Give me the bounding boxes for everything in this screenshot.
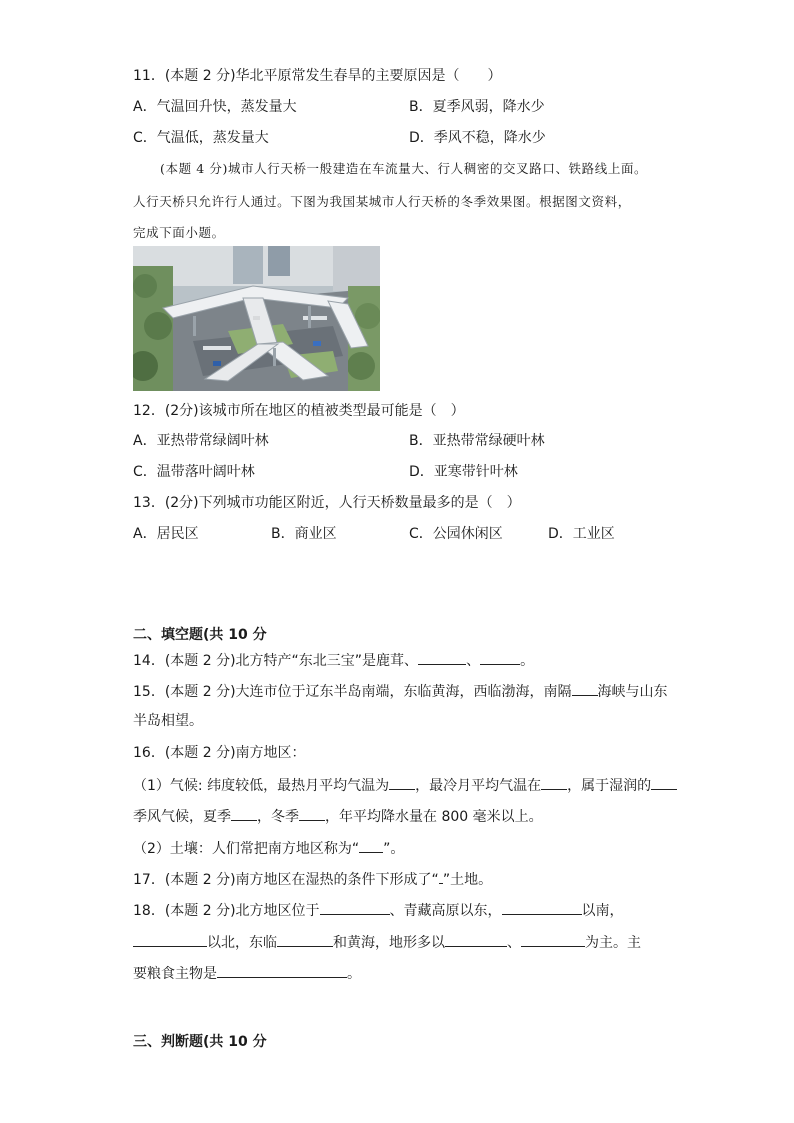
section-judgment-title: 三、判断题(共 10 分 xyxy=(133,1034,267,1050)
q14-line xyxy=(133,650,534,670)
q18-blank-1[interactable] xyxy=(320,900,390,915)
q11-option-b: B．夏季风弱，降水少 xyxy=(409,99,545,115)
q12-stem: 12．(2分)该城市所在地区的植被类型最可能是（ ） xyxy=(133,403,465,419)
q11-option-c: C．气温低，蒸发量大 xyxy=(133,130,269,146)
q16-blank-3[interactable] xyxy=(651,775,677,790)
q16-blank-6[interactable] xyxy=(359,838,383,853)
overpass-photo xyxy=(133,246,380,391)
q14-blank-1[interactable] xyxy=(418,650,466,665)
q12-option-b: B．亚热带常绿硬叶林 xyxy=(409,433,545,449)
material-line-2: 人行天桥只允许行人通过。下图为我国某城市人行天桥的冬季效果图。根据图文资料， xyxy=(133,194,631,209)
q11-option-a: A．气温回升快，蒸发量大 xyxy=(133,99,297,115)
q12-option-a: A．亚热带常绿阔叶林 xyxy=(133,433,269,449)
q16-text-3: ，属于湿润的 xyxy=(567,778,652,794)
q18-line-2 xyxy=(133,932,641,952)
q11-stem: 11．(本题 2 分)华北平原常发生春旱的主要原因是（ ） xyxy=(133,68,502,84)
q16-stem: 16．(本题 2 分)南方地区： xyxy=(133,745,306,761)
q16-text-6: ，年平均降水量在 800 毫米以上。 xyxy=(325,809,543,825)
q15-text-1: 15．(本题 2 分)大连市位于辽东半岛南端，东临黄海，西临渤海，南隔 xyxy=(133,684,572,700)
q17-line xyxy=(133,869,492,889)
q18-text-6: 、 xyxy=(507,935,521,951)
q16-blank-4[interactable] xyxy=(231,806,257,821)
material-line-3: 完成下面小题。 xyxy=(133,225,225,240)
q13-option-a: A．居民区 xyxy=(133,526,199,542)
q16-text-2: ，最冷月平均气温在 xyxy=(415,778,542,794)
section-fill-blank-title: 二、填空题(共 10 分 xyxy=(133,627,267,643)
q14-text-3: 。 xyxy=(520,653,535,669)
q14-blank-2[interactable] xyxy=(480,650,520,665)
q16-text-4: 季风气候，夏季 xyxy=(133,809,231,825)
q18-blank-5[interactable] xyxy=(445,932,507,947)
q18-blank-6[interactable] xyxy=(521,932,585,947)
q16-text-1: （1）气候: 纬度较低，最热月平均气温为 xyxy=(133,778,390,794)
q12-option-d: D．亚寒带针叶林 xyxy=(409,464,518,480)
q16-blank-2[interactable] xyxy=(541,775,567,790)
overpass-illustration xyxy=(133,246,380,391)
q18-text-9: 。 xyxy=(347,966,361,982)
q13-option-d: D．工业区 xyxy=(548,526,615,542)
q13-option-b: B．商业区 xyxy=(271,526,337,542)
q18-text-5: 和黄海，地形多以 xyxy=(333,935,445,951)
q18-line-1 xyxy=(133,900,624,920)
q15-blank-1[interactable] xyxy=(572,681,598,696)
q16-line-3 xyxy=(133,838,404,858)
q14-text-1: 14．(本题 2 分)北方特产“东北三宝”是鹿茸、 xyxy=(133,653,419,669)
q18-text-1: 18．(本题 2 分)北方地区位于 xyxy=(133,903,320,919)
q11-option-d: D．季风不稳，降水少 xyxy=(409,130,546,146)
q15-text-2: 海峡与山东 xyxy=(597,684,668,700)
q16-line-2 xyxy=(133,806,543,826)
q18-text-2: 、青藏高原以东， xyxy=(389,903,502,919)
q18-blank-2[interactable] xyxy=(502,900,582,915)
q13-stem: 13．(2分)下列城市功能区附近，人行天桥数量最多的是（ ） xyxy=(133,495,521,511)
q18-blank-3[interactable] xyxy=(133,932,207,947)
q16-text-5: ，冬季 xyxy=(257,809,299,825)
q16-blank-5[interactable] xyxy=(299,806,325,821)
q15-line-1 xyxy=(133,681,668,701)
q12-option-c: C．温带落叶阔叶林 xyxy=(133,464,255,480)
q16-text-8: ”。 xyxy=(383,841,405,857)
q18-text-8: 要粮食主物是 xyxy=(133,966,217,982)
q18-blank-7[interactable] xyxy=(217,963,347,978)
q14-text-2: 、 xyxy=(466,653,481,669)
material-line-1: (本题 4 分)城市人行天桥一般建造在车流量大、行人稠密的交叉路口、铁路线上面。 xyxy=(160,161,648,176)
q17-text-1: 17．(本题 2 分)南方地区在湿热的条件下形成了“ xyxy=(133,872,439,888)
q18-blank-4[interactable] xyxy=(277,932,333,947)
q16-text-7: （2）土壤：人们常把南方地区称为“ xyxy=(133,841,360,857)
q18-text-3: 以南， xyxy=(581,903,624,919)
q18-text-4: 以北，东临 xyxy=(207,935,277,951)
q18-line-3 xyxy=(133,963,361,983)
q17-text-2: ”土地。 xyxy=(442,872,493,888)
q16-line-1 xyxy=(133,775,677,795)
q18-text-7: 为主。主 xyxy=(585,935,641,951)
q16-blank-1[interactable] xyxy=(389,775,415,790)
q15-line-2: 半岛相望。 xyxy=(133,713,203,729)
q13-option-c: C．公园休闲区 xyxy=(409,526,503,542)
